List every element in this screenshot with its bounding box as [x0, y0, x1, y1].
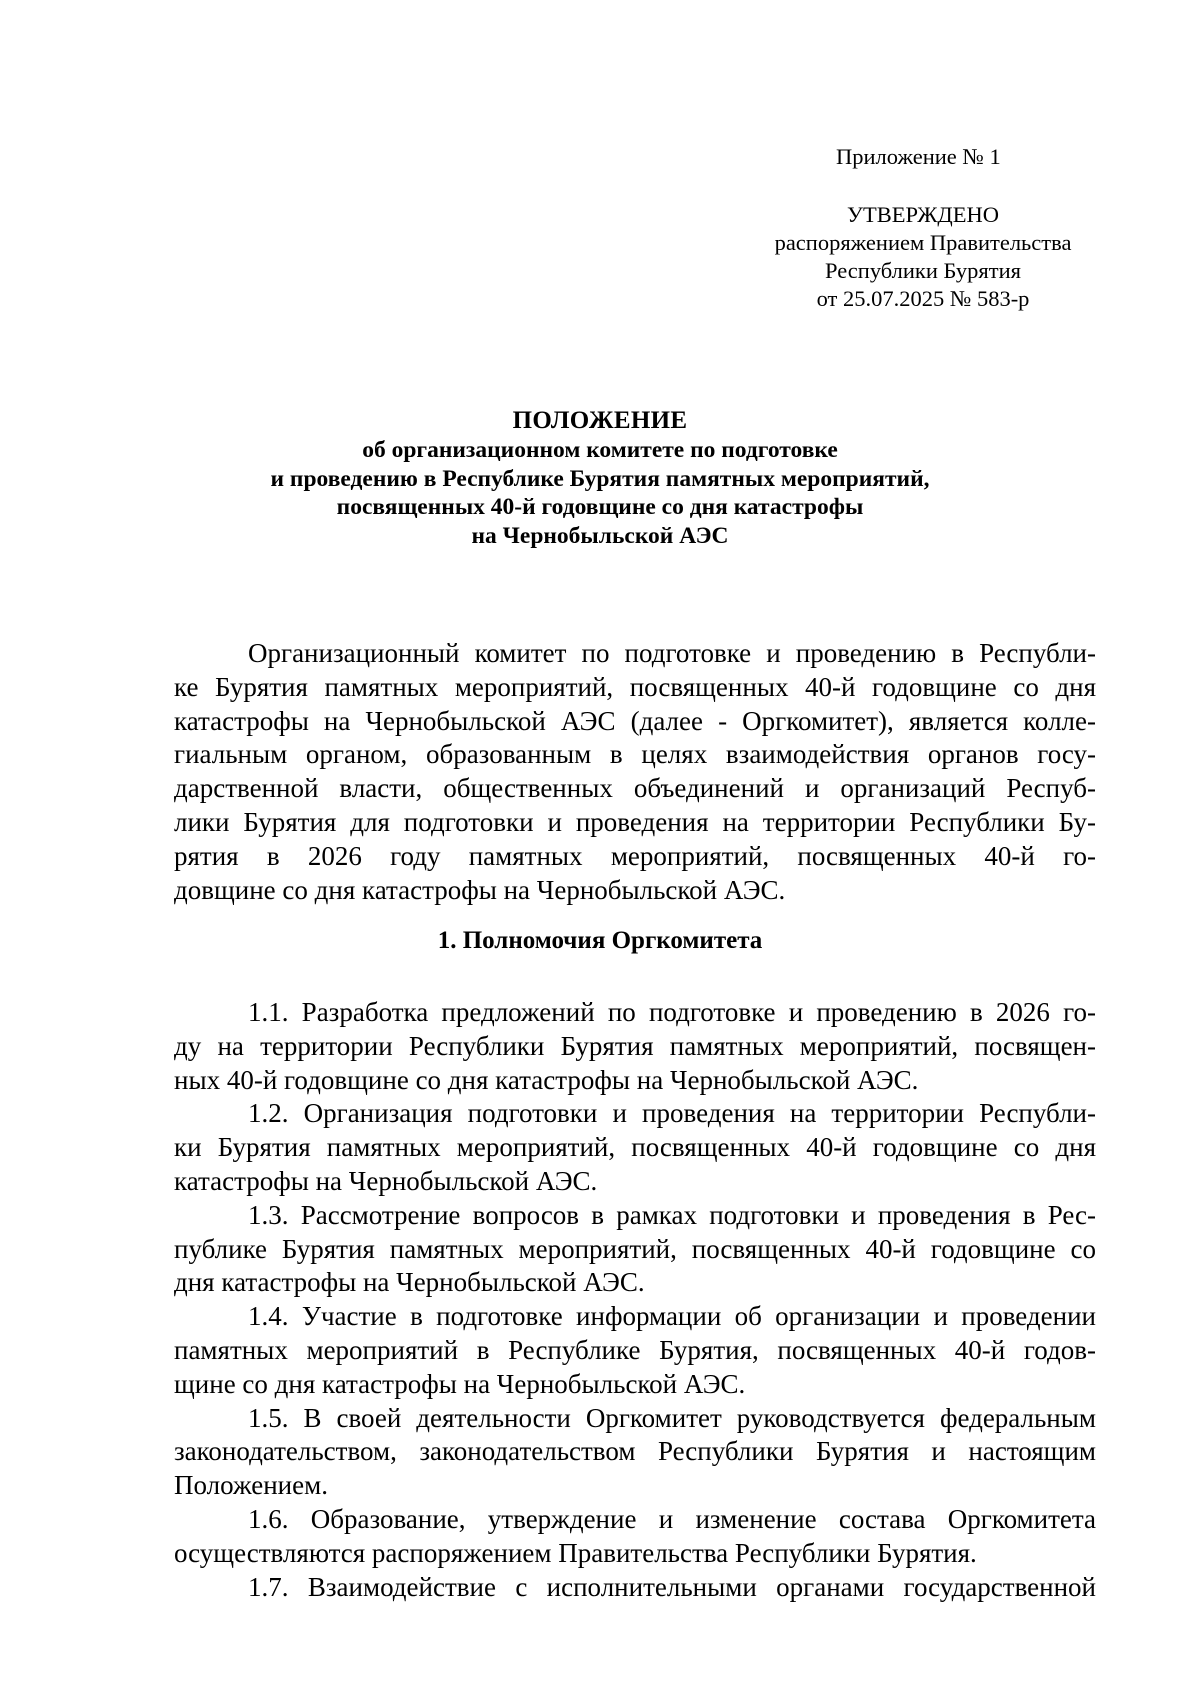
intro-line: Организационный комитет по подготовке и проведению в Республи- — [248, 638, 1096, 668]
clause-line: ных 40-й годовщине со дня катастрофы на Чернобыльской АЭС. — [174, 1064, 919, 1095]
clause-item — [174, 1571, 1096, 1605]
clause-line: ки Бурятия памятных мероприятий, посвященных 40-й годовщине со дня — [174, 1132, 1096, 1163]
clause-item — [174, 996, 1096, 1097]
intro-line: довщине со дня катастрофы на Чернобыльской АЭС. — [174, 874, 786, 905]
clause-line: катастрофы на Чернобыльской АЭС. — [174, 1165, 598, 1196]
clause-line: 1.5. В своей деятельности Оргкомитет руководствуется федеральным — [248, 1402, 1096, 1433]
intro-line: ке Бурятия памятных мероприятий, посвященных 40-й годовщине со дня — [174, 671, 1096, 702]
approval-stamp — [748, 201, 1098, 313]
clause-line: публике Бурятия памятных мероприятий, посвященных 40-й годовщине со — [174, 1233, 1096, 1264]
intro-line: лики Бурятия для подготовки и проведения на территории Республики Бу- — [174, 806, 1096, 837]
approval-line: Республики Бурятия — [825, 258, 1021, 283]
clause-line: памятных мероприятий в Республике Бурятия, посвященных 40-й годов- — [174, 1334, 1096, 1365]
clause-line: 1.3. Рассмотрение вопросов в рамках подготовки и проведения в Рес- — [248, 1199, 1096, 1230]
intro-paragraph — [174, 637, 1096, 907]
clause-line: 1.2. Организация подготовки и проведения на территории Республи- — [248, 1098, 1096, 1129]
intro-line: дарственной власти, общественных объединений и организаций Респуб- — [174, 773, 1096, 804]
approval-line: от 25.07.2025 № 583-р — [816, 286, 1030, 311]
clause-line: ду на территории Республики Бурятия памятных мероприятий, посвящен- — [174, 1030, 1096, 1061]
clause-line: законодательством, законодательством Республики Бурятия и настоящим — [174, 1436, 1096, 1467]
clause-item — [174, 1300, 1096, 1401]
approval-line: УТВЕРЖДЕНО — [847, 202, 999, 227]
clause-line: дня катастрофы на Чернобыльской АЭС. — [174, 1267, 645, 1298]
title-main: ПОЛОЖЕНИЕ — [512, 407, 688, 434]
clause-item — [174, 1199, 1096, 1300]
clause-item — [174, 1402, 1096, 1503]
document-title — [150, 406, 1050, 550]
clause-line: щине со дня катастрофы на Чернобыльской АЭС. — [174, 1368, 746, 1399]
annex-label: Приложение № 1 — [836, 144, 1001, 169]
clause-line: осуществляются распоряжением Правительства Республики Бурятия. — [174, 1537, 977, 1568]
intro-line: рятия в 2026 году памятных мероприятий, посвященных 40-й го- — [174, 840, 1096, 871]
clause-item — [174, 1097, 1096, 1198]
title-line: посвященных 40-й годовщине со дня катастрофы — [336, 494, 864, 520]
section-heading: 1. Полномочия Оргкомитета — [437, 927, 763, 954]
clause-item — [174, 1503, 1096, 1571]
intro-line: гиальным органом, образованным в целях взаимодействия органов госу- — [174, 739, 1096, 770]
clause-line: 1.4. Участие в подготовке информации об организации и проведении — [248, 1301, 1096, 1332]
clause-line: Положением. — [174, 1470, 328, 1501]
title-line: на Чернобыльской АЭС — [471, 522, 729, 549]
intro-line: катастрофы на Чернобыльской АЭС (далее - Оргкомитет), является колле- — [174, 705, 1096, 736]
clause-line: 1.1. Разработка предложений по подготовке и проведению в 2026 го- — [248, 997, 1096, 1027]
clause-line: 1.7. Взаимодействие с исполнительными органами государственной — [248, 1571, 1096, 1602]
approval-line: распоряжением Правительства — [774, 230, 1072, 255]
title-line: и проведению в Республике Бурятия памятных мероприятий, — [270, 465, 930, 492]
title-line: об организационном комитете по подготовке — [362, 437, 838, 463]
clause-line: 1.6. Образование, утверждение и изменение состава Оргкомитета — [248, 1503, 1096, 1534]
section-items — [174, 996, 1096, 1604]
